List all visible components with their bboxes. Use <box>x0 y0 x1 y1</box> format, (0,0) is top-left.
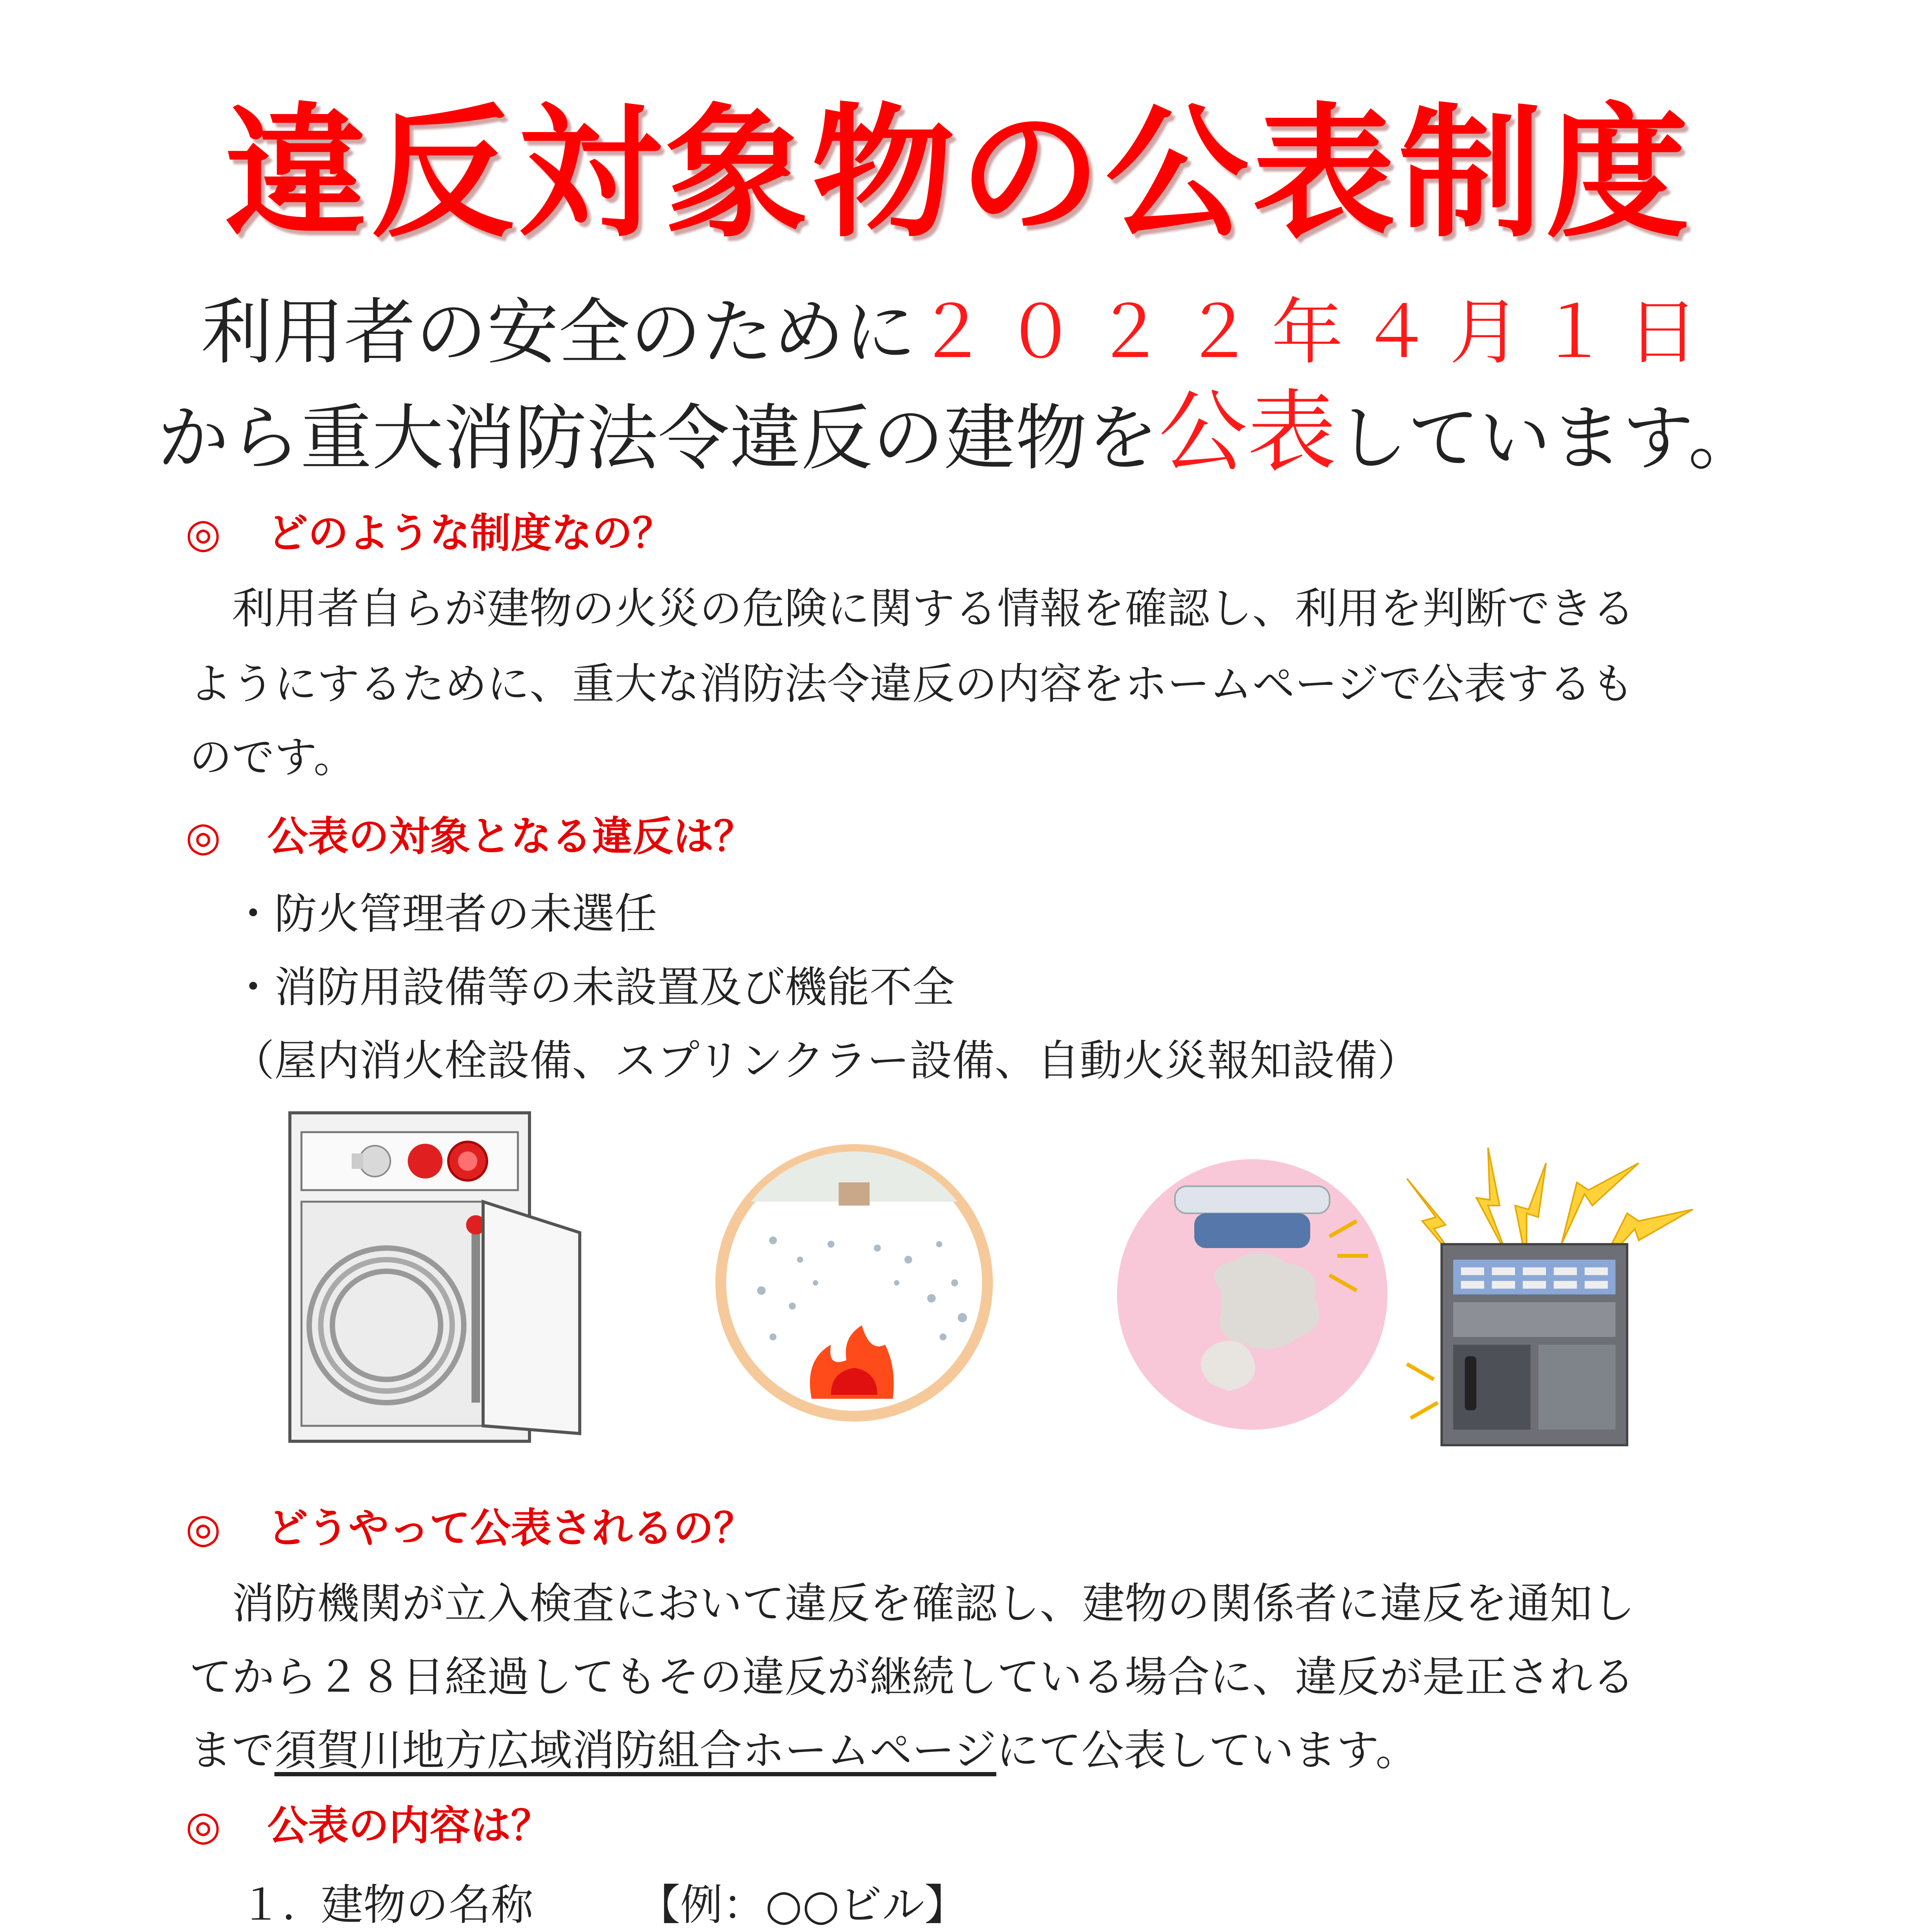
how-body-line-2: てから２８日経過してもその違反が継続している場合に、違反が是正される <box>189 1652 1635 1702</box>
section-heading-contents <box>186 1799 552 1853</box>
subtitle-highlight: 公表 <box>1158 381 1336 484</box>
how-body-line-3-pre: まで <box>189 1726 274 1775</box>
section-heading-targets <box>186 810 754 864</box>
how-body-line-3 <box>189 1719 1418 1781</box>
sprinkler-illustration <box>715 1144 993 1422</box>
section-heading-what <box>186 506 673 560</box>
content-item-1-example: 【例：○○ビル】 <box>638 1880 967 1930</box>
subtitle-line-2 <box>0 381 1917 485</box>
fire-alarm-panel-illustration <box>1399 1148 1701 1449</box>
smoke-detector-illustration <box>1113 1151 1407 1430</box>
section-heading-text: どのような制度なの？ <box>267 510 673 557</box>
section-heading-how <box>186 1501 754 1555</box>
subtitle-pre: から重大消防法令違反の建物を <box>157 396 1159 480</box>
what-body-line-1: 利用者自らが建物の火災の危険に関する情報を確認し、利用を判断できる <box>232 584 1635 633</box>
target-item-1: ・防火管理者の未選任 <box>232 889 657 939</box>
subtitle-date: ２０２２年４月１日 <box>916 291 1716 374</box>
section-mark: ◎ <box>186 1505 221 1552</box>
subtitle-line-1 <box>0 286 1917 379</box>
subtitle-post: しています。 <box>1336 396 1760 480</box>
section-heading-text: 公表の内容は？ <box>267 1802 552 1849</box>
section-mark: ◎ <box>186 813 221 860</box>
fire-hydrant-cabinet-illustration <box>286 1109 587 1449</box>
target-item-2-note: （屋内消火栓設備、スプリンクラー設備、自動火災報知設備） <box>232 1036 1420 1085</box>
how-body-line-3-post: にて公表しています。 <box>996 1726 1418 1775</box>
fire-dept-homepage-link[interactable]: 須賀川地方広域消防組合ホームページ <box>274 1726 996 1775</box>
section-heading-text: どうやって公表されるの？ <box>267 1505 754 1552</box>
section-mark: ◎ <box>186 510 221 557</box>
content-item-1-num: １． <box>240 1880 325 1930</box>
target-item-2: ・消防用設備等の未設置及び機能不全 <box>232 963 955 1012</box>
section-mark: ◎ <box>186 1802 221 1849</box>
page-title: 違反対象物の公表制度 <box>224 91 1693 257</box>
how-body-line-1: 消防機関が立入検査において違反を確認し、建物の関係者に違反を通知し <box>232 1579 1635 1628</box>
section-heading-text: 公表の対象となる違反は？ <box>267 813 754 860</box>
content-item-1-label: 建物の名称 <box>321 1880 533 1930</box>
what-body-line-2: ようにするために、重大な消防法令違反の内容をホームページで公表するも <box>189 659 1634 709</box>
subtitle-text: 利用者の安全のために <box>201 291 916 374</box>
what-body-line-3: のです。 <box>189 733 356 782</box>
